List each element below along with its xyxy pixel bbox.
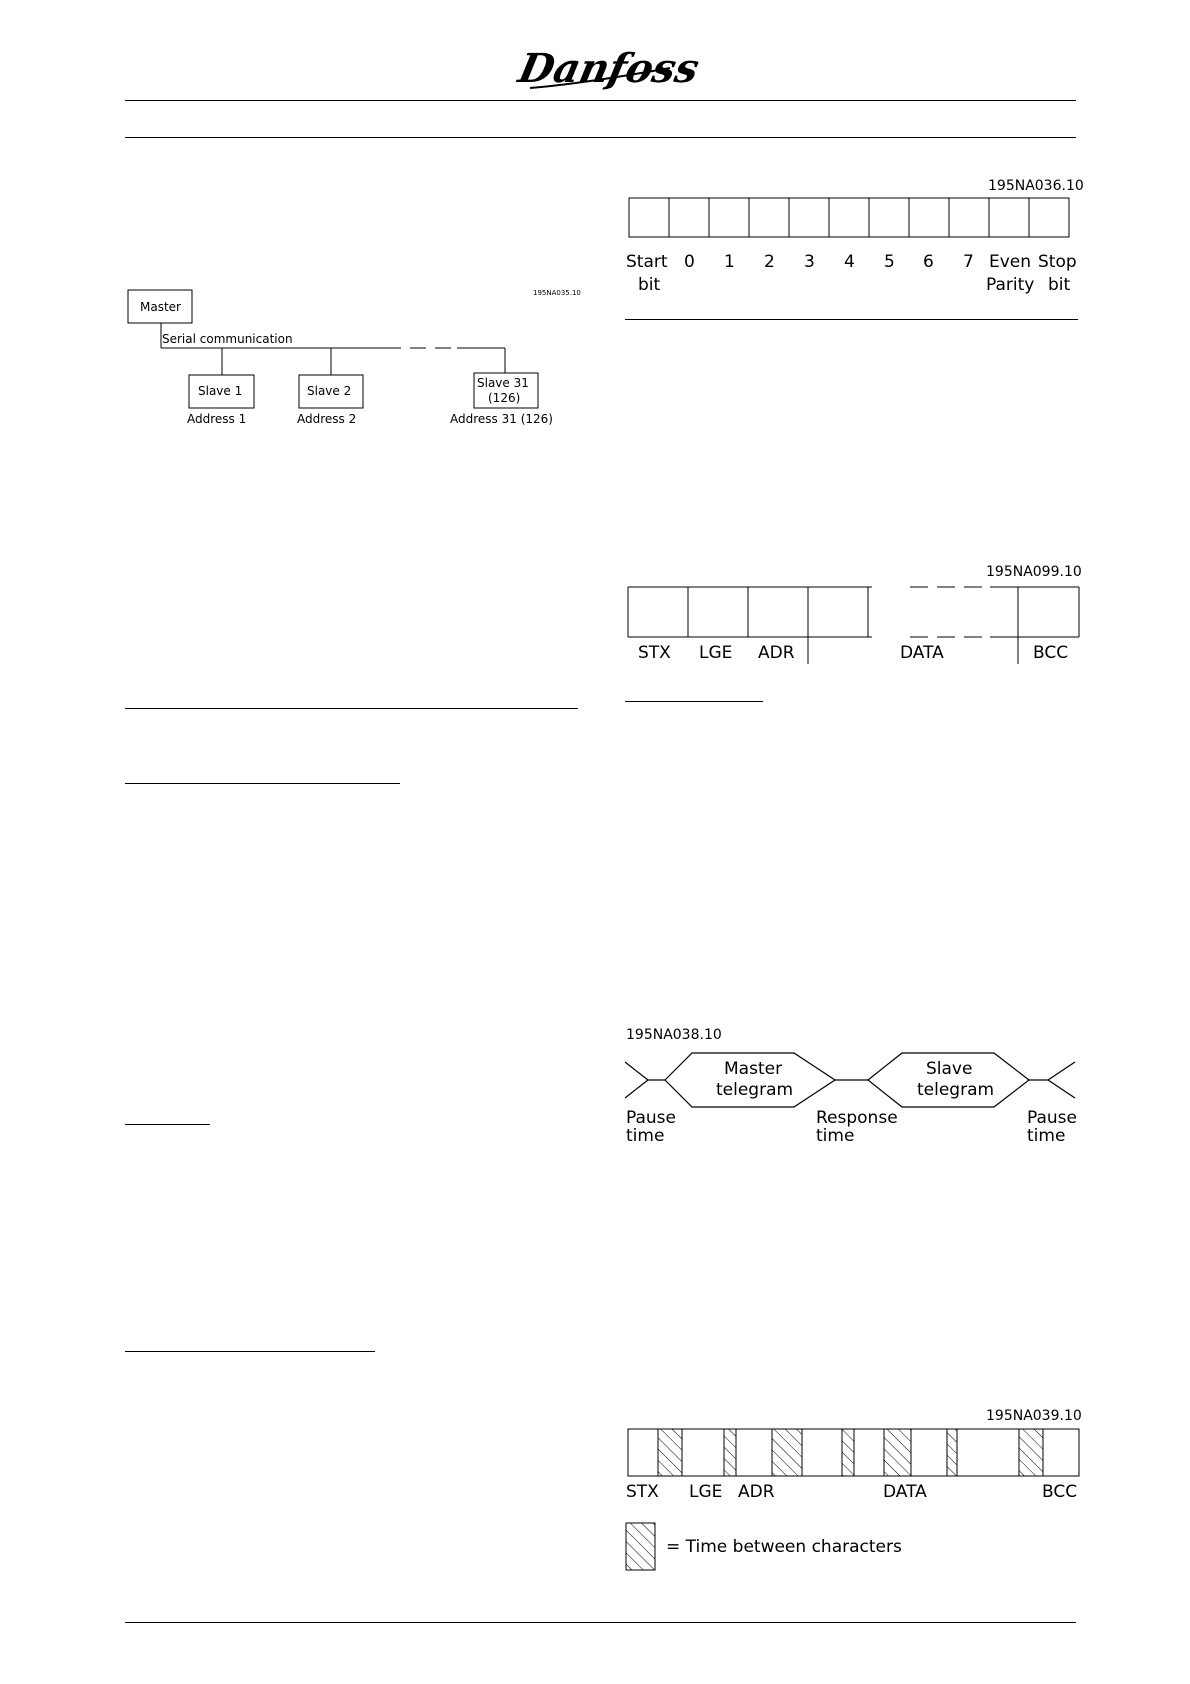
slave-31-label: Slave 31 — [477, 376, 529, 390]
field-adr: ADR — [738, 1482, 775, 1502]
bit-label-parity: Parity — [986, 275, 1035, 295]
response-time-label-2: time — [816, 1126, 855, 1146]
svg-text:Danfoss: Danfoss — [514, 44, 704, 92]
legend-hatch-swatch — [626, 1523, 655, 1570]
field-data: DATA — [883, 1482, 927, 1502]
bit-label-7: 7 — [963, 252, 974, 272]
gap-block — [842, 1429, 854, 1476]
figure-id: 195NA038.10 — [626, 1027, 722, 1043]
right-heading-underline — [625, 701, 763, 702]
field-bcc: BCC — [1042, 1482, 1078, 1502]
figure-id: 195NA099.10 — [986, 564, 1082, 580]
slave-1-address: Address 1 — [187, 412, 247, 426]
figure-id: 195NA039.10 — [986, 1408, 1082, 1424]
slave-telegram-label: Slave — [926, 1059, 973, 1079]
pause-time-end-label-2: time — [1027, 1126, 1066, 1146]
right-section-rule — [625, 319, 1078, 320]
field-lge: LGE — [689, 1482, 723, 1502]
bit-label-stop-2: bit — [1048, 275, 1071, 295]
header-rule-top — [125, 100, 1076, 101]
figure-id: 195NA035.10 — [533, 289, 581, 297]
pause-time-end-label: Pause — [1027, 1108, 1077, 1128]
bit-label-3: 3 — [804, 252, 815, 272]
field-adr: ADR — [758, 643, 795, 663]
bit-label-2: 2 — [764, 252, 775, 272]
legend-text: = Time between characters — [666, 1537, 902, 1557]
response-time-label: Response — [816, 1108, 898, 1128]
bit-label-even: Even — [989, 252, 1032, 272]
character-frame-diagram — [620, 170, 1090, 300]
figure-id: 195NA036.10 — [988, 178, 1084, 194]
character-timing-diagram — [620, 1400, 1090, 1575]
gap-block — [724, 1429, 736, 1476]
slave-31-address: Address 31 (126) — [450, 412, 553, 426]
footer-rule — [125, 1622, 1076, 1623]
gap-block — [658, 1429, 682, 1476]
bit-label-start: Start — [626, 252, 668, 272]
left-heading-underline-2 — [125, 1124, 210, 1125]
network-diagram — [120, 280, 590, 430]
gap-block — [1019, 1429, 1043, 1476]
slave-telegram-label-2: telegram — [917, 1080, 995, 1100]
danfoss-logo — [514, 38, 704, 94]
slave-1-label: Slave 1 — [198, 384, 243, 398]
bit-label-4: 4 — [844, 252, 855, 272]
pause-time-label-2: time — [626, 1126, 665, 1146]
left-heading-underline-1 — [125, 783, 400, 784]
pause-time-label: Pause — [626, 1108, 676, 1128]
bit-cells — [629, 198, 1069, 237]
field-bcc: BCC — [1033, 643, 1069, 663]
field-stx: STX — [626, 1482, 659, 1502]
telegram-frame-diagram — [620, 556, 1090, 666]
bit-label-start-2: bit — [638, 275, 661, 295]
slave-2-address: Address 2 — [297, 412, 357, 426]
bit-label-stop: Stop — [1038, 252, 1077, 272]
telegram-timing-diagram — [620, 1022, 1090, 1147]
gap-block — [772, 1429, 802, 1476]
bit-label-0: 0 — [684, 252, 695, 272]
gap-block — [947, 1429, 957, 1476]
bit-label-6: 6 — [923, 252, 934, 272]
slave-2-label: Slave 2 — [307, 384, 352, 398]
gap-block — [884, 1429, 911, 1476]
bus-label: Serial communication — [162, 332, 293, 346]
field-lge: LGE — [699, 643, 733, 663]
bit-label-5: 5 — [884, 252, 895, 272]
left-heading-underline-3 — [125, 1351, 375, 1352]
master-telegram-label-2: telegram — [716, 1080, 794, 1100]
field-data: DATA — [900, 643, 944, 663]
master-label: Master — [140, 300, 181, 314]
header-rule-bottom — [125, 137, 1076, 138]
left-section-rule — [125, 708, 578, 709]
field-stx: STX — [638, 643, 671, 663]
master-telegram-label: Master — [724, 1059, 783, 1079]
slave-31-label-2: (126) — [488, 391, 521, 405]
bit-label-1: 1 — [724, 252, 735, 272]
